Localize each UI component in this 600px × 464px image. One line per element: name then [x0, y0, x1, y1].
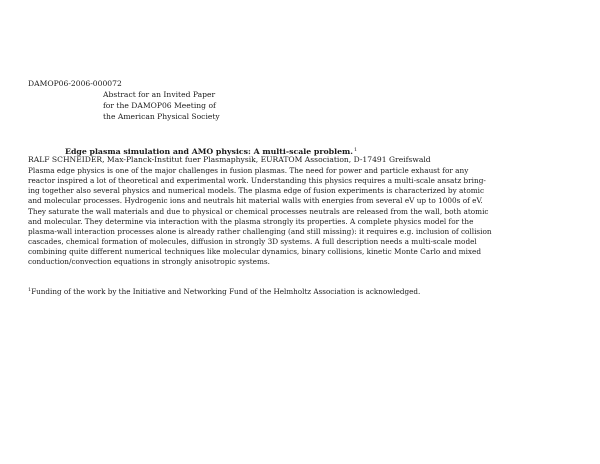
abstract-line: Plasma edge physics is one of the major challenges in fusion plasmas. The need for power and particle exhaust for any: [28, 166, 469, 175]
abstract-line: and molecular. They determine via interaction with the plasma strongly its properties. A complete physics model for the: [28, 216, 474, 226]
abstract-line: and molecular processes. Hydrogenic ions and neutrals hit material walls with energies from several eV up to 1000s of eV.: [28, 196, 483, 206]
footnote-text: Funding of the work by the Initiative and Networking Fund of the Helmholtz Association is acknowledged.: [31, 287, 421, 296]
invited-paper-line: for the DAMOP06 Meeting of: [103, 100, 216, 110]
footnote: [28, 285, 420, 297]
abstract-line: ing together also several physics and numerical models. The plasma edge of fusion experiments is characterized by atomic: [28, 186, 485, 196]
invited-paper-line: Abstract for an Invited Paper: [103, 90, 216, 99]
title-footnote-mark: 1: [354, 147, 358, 153]
abstract-line: reactor inspired a lot of theoretical and experimental work. Understanding this physics requires a multi-scale ansatz bring-: [28, 176, 486, 186]
invited-paper-note: [103, 90, 220, 123]
abstract-line: plasma-wall interaction processes alone is already rather challenging (and still missing): it requires e.g. inclusion of collision: [28, 226, 492, 236]
abstract-line: combining quite different numerical techniques like molecular dynamics, binary collisions, kinetic Monte Carlo and mixed: [28, 247, 482, 257]
invited-paper-line: the American Physical Society: [103, 111, 220, 121]
author-affiliation: RALF SCHNEIDER, Max-Planck-Institut fuer Plasmaphysik, EURATOM Association, D-17491 Greifswald: [28, 155, 431, 164]
abstract-line: conduction/convection equations in strongly anisotropic systems.: [28, 257, 270, 267]
abstract-line: They saturate the wall materials and due to physical or chemical processes neutrals are released from the wall, both atomic: [28, 206, 489, 216]
document-id: DAMOP06-2006-000072: [28, 79, 122, 88]
paper-title-text: Edge plasma simulation and AMO physics: A multi-scale problem.: [65, 147, 353, 156]
abstract-body: [28, 166, 574, 267]
footnote-mark: 1: [28, 287, 32, 293]
abstract-line: cascades, chemical formation of molecules, diffusion in strongly 3D systems. A full description needs a multi-scale model: [28, 236, 477, 246]
